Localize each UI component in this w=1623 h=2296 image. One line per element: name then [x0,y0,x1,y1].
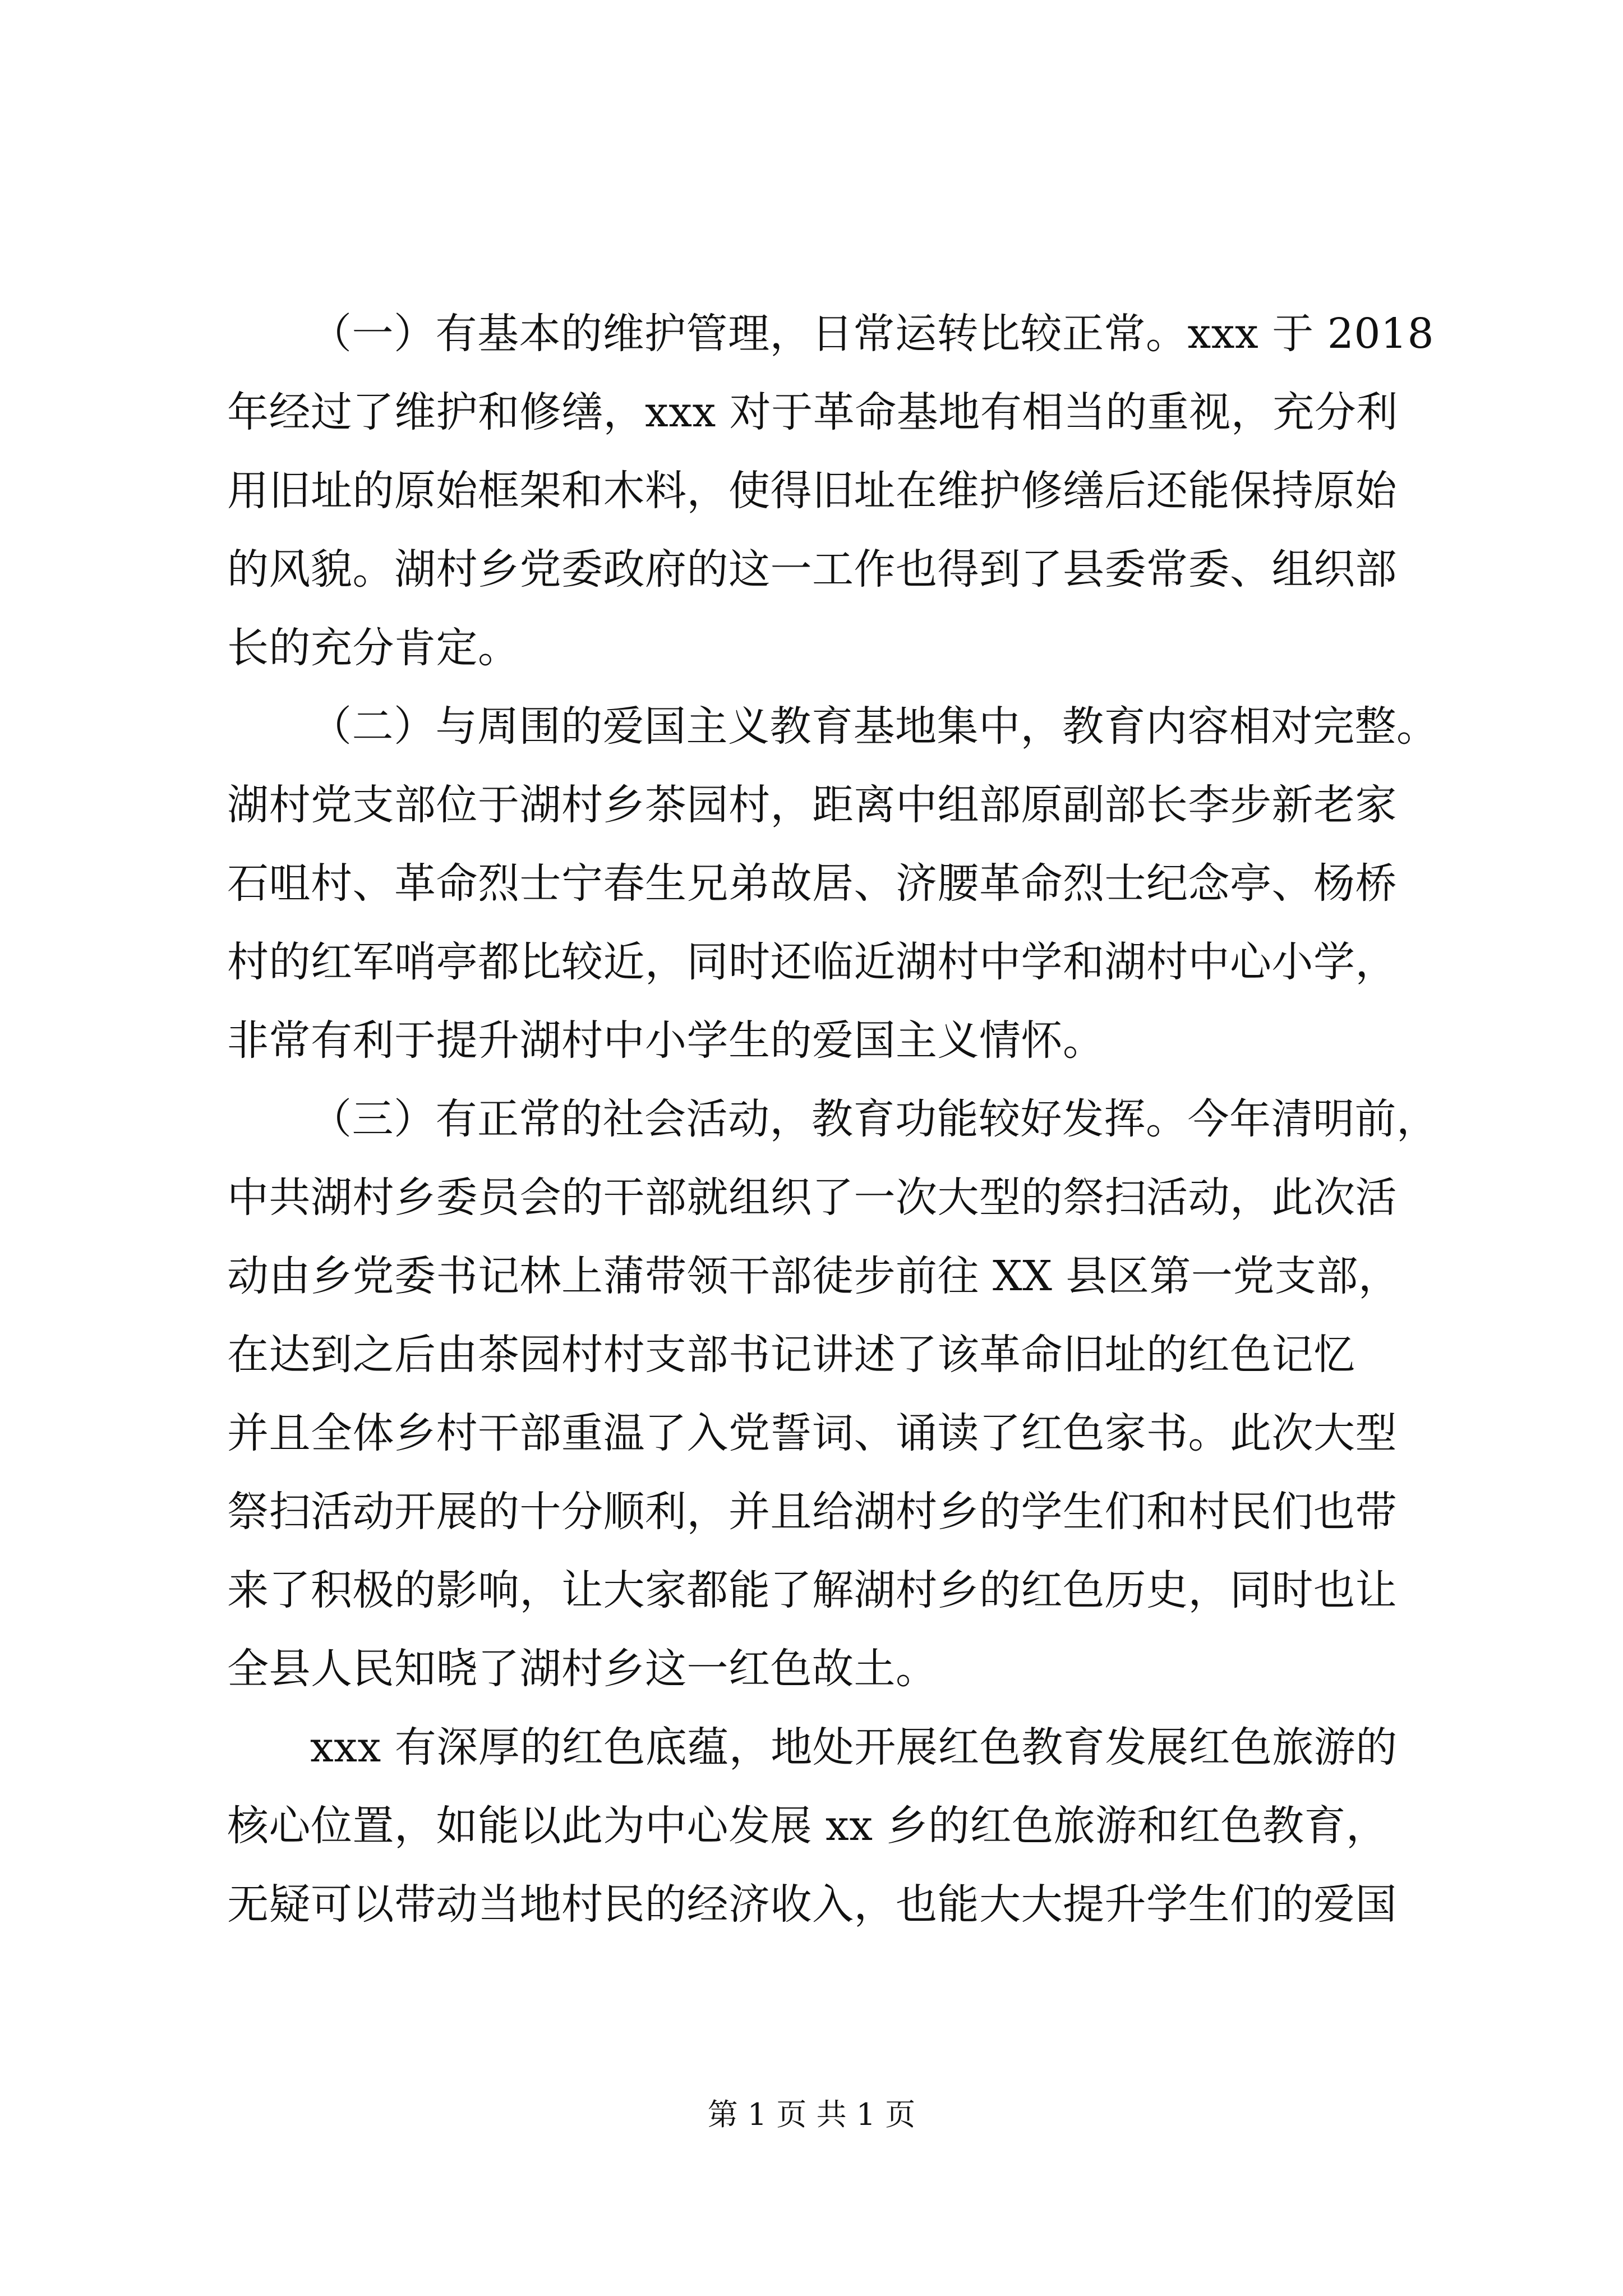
text-line: 祭扫活动开展的十分顺利，并且给湖村乡的学生们和村民们也带 [227,1488,1397,1536]
text-line: （二）与周围的爱国主义教育基地集中，教育内容相对完整。 [310,702,1438,751]
text-line: 来了积极的影响，让大家都能了解湖村乡的红色历史，同时也让 [227,1566,1397,1614]
text-line: 在达到之后由茶园村村支部书记讲述了该革命旧址的红色记忆 [227,1331,1355,1379]
paragraph-3 [227,1080,1438,1708]
document-body [227,295,1438,1944]
text-line: 动由乡党委书记林上蒲带领干部徒步前往 XX 县区第一党支部， [227,1252,1400,1300]
text-line: 村的红军哨亭都比较近，同时还临近湖村中学和湖村中心小学， [227,938,1397,986]
paragraph-4 [227,1708,1422,1944]
text-line: 年经过了维护和修缮，xxx 对于革命基地有相当的重视，充分利 [227,388,1398,436]
text-line: 并且全体乡村干部重温了入党誓词、诵读了红色家书。此次大型 [227,1409,1397,1457]
text-line: 非常有利于提升湖村中小学生的爱国主义情怀。 [227,1016,1105,1065]
text-line: 用旧址的原始框架和木料，使得旧址在维护修缮后还能保持原始 [227,467,1397,515]
text-line: 石咀村、革命烈士宁春生兄弟故居、济腰革命烈士纪念亭、杨桥 [227,859,1397,908]
text-line: （三）有正常的社会活动，教育功能较好发挥。今年清明前， [310,1095,1438,1143]
text-line: 全县人民知晓了湖村乡这一红色故土。 [227,1645,938,1693]
text-line: 无疑可以带动当地村民的经济收入，也能大大提升学生们的爱国 [227,1880,1397,1929]
text-line: 核心位置，如能以此为中心发展 xx 乡的红色旅游和红色教育， [227,1802,1388,1850]
text-line: xxx 有深厚的红色底蕴，地处开展红色教育发展红色旅游的 [310,1723,1398,1772]
text-line: 湖村党支部位于湖村乡茶园村，距离中组部原副部长李步新老家 [227,781,1397,829]
paragraph-1 [227,295,1435,687]
text-line: 的风貌。湖村乡党委政府的这一工作也得到了县委常委、组织部 [227,545,1397,593]
text-line: 长的充分肯定。 [227,624,520,672]
paragraph-2 [227,687,1438,1080]
page-footer [0,2095,1623,2134]
text-line: 中共湖村乡委员会的干部就组织了一次大型的祭扫活动，此次活 [227,1174,1397,1222]
text-line: （一）有基本的维护管理，日常运转比较正常。xxx 于 2018 [310,310,1435,358]
page-number-label: 第 1 页 共 1 页 [707,2097,916,2132]
